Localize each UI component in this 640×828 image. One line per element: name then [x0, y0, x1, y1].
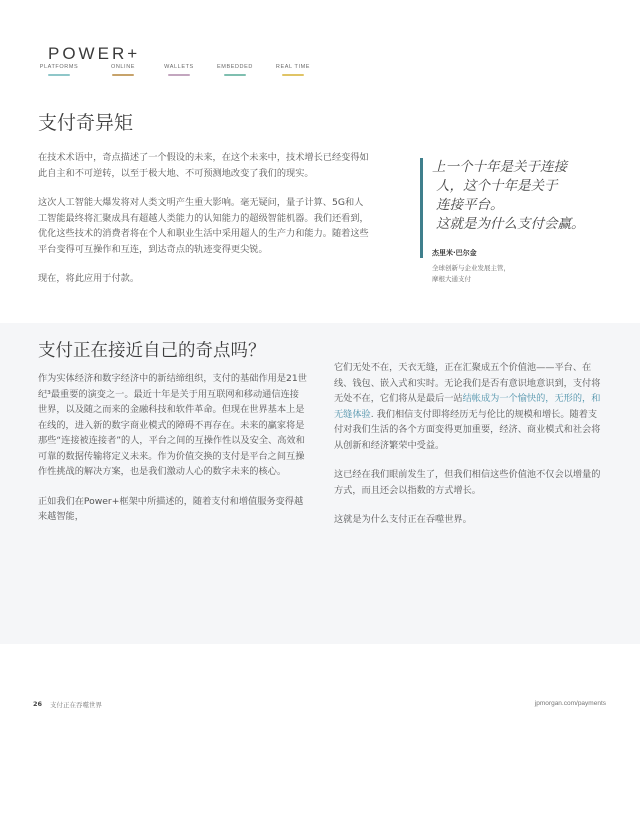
quote-line: 人，这个十年是关于 — [436, 178, 558, 194]
quote-bar — [420, 158, 423, 258]
nav-underline — [224, 74, 246, 76]
quote-author: 杰里米·巴尔金 — [432, 249, 477, 257]
quote-role-line: 摩根大通支付 — [432, 275, 471, 283]
nav-label: EMBEDDED — [217, 64, 253, 70]
nav-label: WALLETS — [164, 64, 194, 70]
paragraph: 作为实体经济和数字经济中的新结缔组织，支付的基础作用是21世纪³最重要的演变之一。最近十年是关于用互联网和移动通信连接世界，以及随之而来的金融科技和软件革命。但现在世界基本上是在线的，进入新的数字商业模式的障碍不再存在。未来的赢家将是那些“连接被连接者”的人，平台之间的互操作性以及安全、高效和可靠的数据传输将定义未来。作为价值交换的支付是平台之间互操作性挑战的解决方案，也是我们激动人心的数字未来的核心。 — [38, 373, 307, 477]
nav-label: ONLINE — [110, 64, 136, 70]
brand-logo: POWER+ — [48, 44, 141, 63]
pull-quote — [420, 158, 610, 285]
section-title-singularity: 支付奇异矩 — [38, 112, 134, 134]
paragraph: 这已经在我们眼前发生了，但我们相信这些价值池不仅会以增量的方式，而且还会以指数的方式增长。 — [334, 469, 601, 496]
text-span: 它们无处不在，天衣无缝，正在汇聚成五个价值池——平台、在线、钱包、嵌入式和实时。无论我们是否有意识地意识到，支付将无处不在，它们将从是最后一站 — [334, 362, 601, 404]
nav-real-time — [263, 64, 323, 76]
quote-line: 上一个十年是关于连接 — [432, 159, 567, 175]
nav-label: PLATFORMS — [39, 64, 79, 70]
quote-text — [432, 158, 610, 234]
nav-underline — [282, 74, 304, 76]
nav-label: REAL TIME — [275, 64, 311, 70]
nav-underline — [48, 74, 70, 76]
footer-left — [33, 700, 102, 709]
text-span: . 我们相信支付即将经历无与伦比的规模和增长。随着支付对我们生活的各个方面变得更加重要，经济、商业模式和社会将从创新和经济繁荣中受益。 — [334, 408, 601, 451]
nav-underline — [112, 74, 134, 76]
brand-nav — [37, 64, 323, 76]
section2-left-column — [38, 371, 308, 539]
highlighted-text: 结帐成为一个愉快的，无形的，和无缝体验 — [334, 393, 601, 420]
paragraph: 在技术术语中，奇点描述了一个假设的未来，在这个未来中，技术增长已经变得如此自主和不可逆转，以至于极大地、不可预测地改变了我们的现实。 — [38, 152, 369, 179]
quote-role — [432, 263, 610, 285]
quote-line: 连接平台。 — [436, 197, 504, 213]
paragraph: 这次人工智能大爆发将对人类文明产生重大影响。毫无疑问，量子计算、5G和人工智能最终将汇聚成具有超越人类能力的认知能力的超级智能机器。我们还看到，优化这些技术的消费者将在个人和职业生活中采用超人的生产力和能力。随着这些平台变得可互操作和互连，到达奇点的轨迹变得更尖锐。 — [38, 197, 369, 255]
nav-platforms — [37, 64, 81, 76]
section1-body — [38, 150, 372, 301]
section-title-approaching-singularity: 支付正在接近自己的奇点吗？ — [38, 341, 266, 361]
page-number: 26 — [33, 700, 43, 708]
nav-embedded — [207, 64, 263, 76]
paragraph: 正如我们在Power+框架中所描述的，随着支付和增值服务变得越来越智能， — [38, 495, 304, 522]
paragraph: 现在，将此应用于付款。 — [38, 273, 140, 284]
footer-url[interactable]: jpmorgan.com/payments — [534, 700, 606, 707]
nav-underline — [168, 74, 190, 76]
paragraph — [334, 360, 604, 453]
quote-line: 这就是为什么支付会赢。 — [436, 216, 585, 232]
footer-doc-title: 支付正在吞噬世界 — [50, 701, 103, 709]
nav-online — [95, 64, 151, 76]
section2-right-column — [334, 360, 604, 542]
nav-wallets — [151, 64, 207, 76]
quote-role-line: 全球创新与企业发展主管， — [432, 264, 510, 272]
paragraph: 这就是为什么支付正在吞噬世界。 — [334, 514, 472, 525]
